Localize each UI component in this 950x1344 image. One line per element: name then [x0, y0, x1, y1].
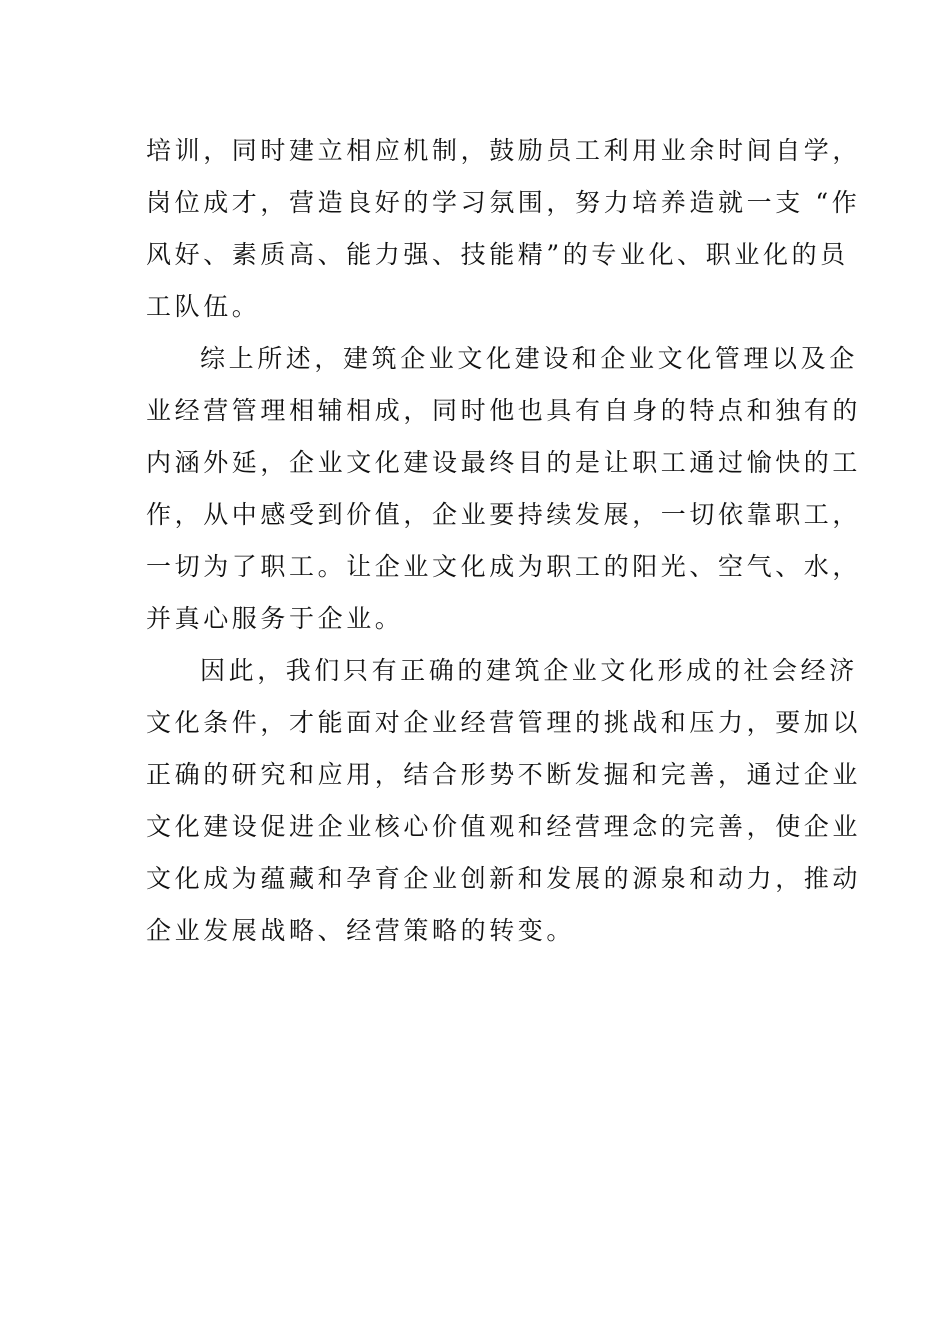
paragraph-3-line-1: 因此，我们只有正确的建筑企业文化形成的社会经济	[200, 656, 858, 685]
paragraph-2-line-2: 业经营管理相辅相成，同时他也具有自身的特点和独有的	[146, 396, 862, 425]
paragraph-1-line-3: 风好、素质高、能力强、技能精”的专业化、职业化的员	[146, 240, 849, 269]
body-text	[146, 125, 862, 957]
paragraph-3-line-3: 正确的研究和应用，结合形势不断发掘和完善，通过企业	[146, 760, 862, 789]
paragraph-2-line-4: 作，从中感受到价值，企业要持续发展，一切依靠职工，	[146, 500, 862, 529]
paragraph-2-line-1: 综上所述，建筑企业文化建设和企业文化管理以及企	[200, 344, 858, 373]
paragraph-3-line-4: 文化建设促进企业核心价值观和经营理念的完善，使企业	[146, 812, 862, 841]
paragraph-2-line-5: 一切为了职工。让企业文化成为职工的阳光、空气、水，	[146, 552, 862, 581]
paragraph-1-line-2: 岗位成才，营造良好的学习氛围，努力培养造就一支 “作	[146, 188, 861, 217]
paragraph-1-line-1: 培训，同时建立相应机制，鼓励员工利用业余时间自学，	[146, 136, 862, 165]
paragraph-3-line-2: 文化条件，才能面对企业经营管理的挑战和压力，要加以	[146, 708, 862, 737]
paragraph-1-line-4: 工队伍。	[146, 292, 261, 321]
paragraph-2-line-3: 内涵外延，企业文化建设最终目的是让职工通过愉快的工	[146, 448, 862, 477]
paragraph-3-line-5: 文化成为蕴藏和孕育企业创新和发展的源泉和动力，推动	[146, 864, 862, 893]
paragraph-2-line-6: 并真心服务于企业。	[146, 604, 404, 633]
paragraph-3-line-6: 企业发展战略、经营策略的转变。	[146, 916, 576, 945]
